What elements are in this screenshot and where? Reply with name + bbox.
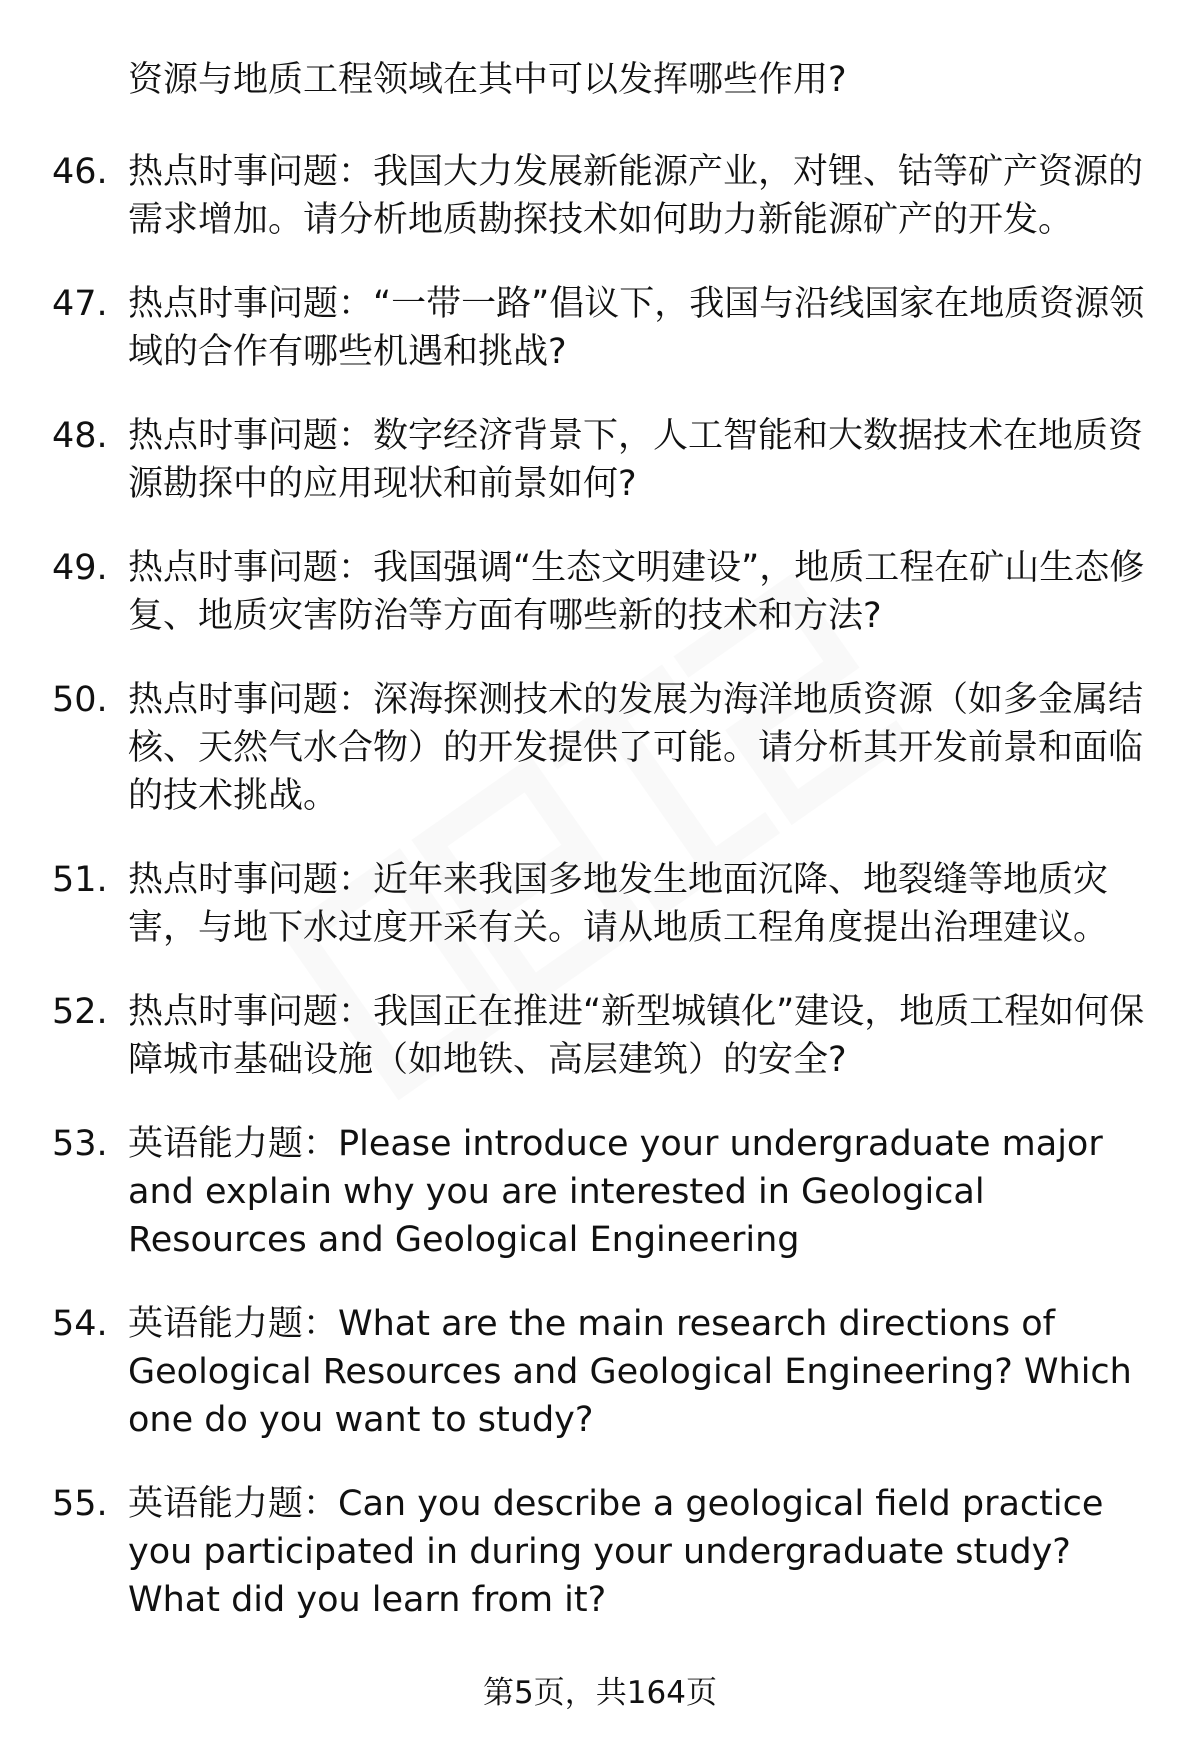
question-item	[0, 856, 1200, 952]
question-item	[0, 280, 1200, 376]
question-number: 53.	[52, 1124, 108, 1164]
question-number: 47.	[52, 284, 108, 324]
question-text: 热点时事问题：深海探测技术的发展为海洋地质资源（如多金属结核、天然气水合物）的开发提供了可能。请分析其开发前景和面临的技术挑战。	[128, 680, 1144, 816]
question-text: 热点时事问题：我国强调“生态文明建设”，地质工程在矿山生态修复、地质灾害防治等方面有哪些新的技术和方法?	[128, 548, 1145, 636]
question-text: 英语能力题：What are the main research directions of Geological Resources and Geological Engineering? Which one do you want to study?	[128, 1304, 1132, 1440]
question-text: 热点时事问题：近年来我国多地发生地面沉降、地裂缝等地质灾害，与地下水过度开采有关。请从地质工程角度提出治理建议。	[128, 860, 1109, 948]
question-number: 46.	[52, 152, 108, 192]
question-item	[0, 676, 1200, 820]
question-text: 热点时事问题：我国正在推进“新型城镇化”建设，地质工程如何保障城市基础设施（如地铁、高层建筑）的安全?	[128, 992, 1145, 1080]
question-item	[0, 1120, 1200, 1264]
question-number: 50.	[52, 680, 108, 720]
question-item	[0, 1300, 1200, 1444]
question-number: 54.	[52, 1304, 108, 1344]
question-number: 51.	[52, 860, 108, 900]
question-item	[0, 988, 1200, 1084]
question-item	[0, 544, 1200, 640]
question-number: 55.	[52, 1484, 108, 1524]
question-text: 热点时事问题：数字经济背景下，人工智能和大数据技术在地质资源勘探中的应用现状和前景如何?	[128, 416, 1144, 504]
question-number: 49.	[52, 548, 108, 588]
page-number-footer: 第5页，共164页	[483, 1675, 717, 1711]
question-list	[0, 148, 1200, 1624]
question-item	[0, 412, 1200, 508]
question-number: 52.	[52, 992, 108, 1032]
question-text: 热点时事问题：“一带一路”倡议下，我国与沿线国家在地质资源领域的合作有哪些机遇和挑战?	[128, 284, 1145, 372]
continuation-text: 资源与地质工程领域在其中可以发挥哪些作用?	[128, 60, 847, 100]
question-text: 热点时事问题：我国大力发展新能源产业，对锂、钴等矿产资源的需求增加。请分析地质勘探技术如何助力新能源矿产的开发。	[128, 152, 1144, 240]
question-text: 英语能力题：Can you describe a geological field practice you participated in during your undergraduate study? What did you learn from it?	[128, 1484, 1104, 1620]
question-item	[0, 1480, 1200, 1624]
question-number: 48.	[52, 416, 108, 456]
question-item	[0, 148, 1200, 244]
question-text: 英语能力题：Please introduce your undergraduate major and explain why you are interested in Geological Resources and Geological Engineering	[128, 1124, 1103, 1260]
